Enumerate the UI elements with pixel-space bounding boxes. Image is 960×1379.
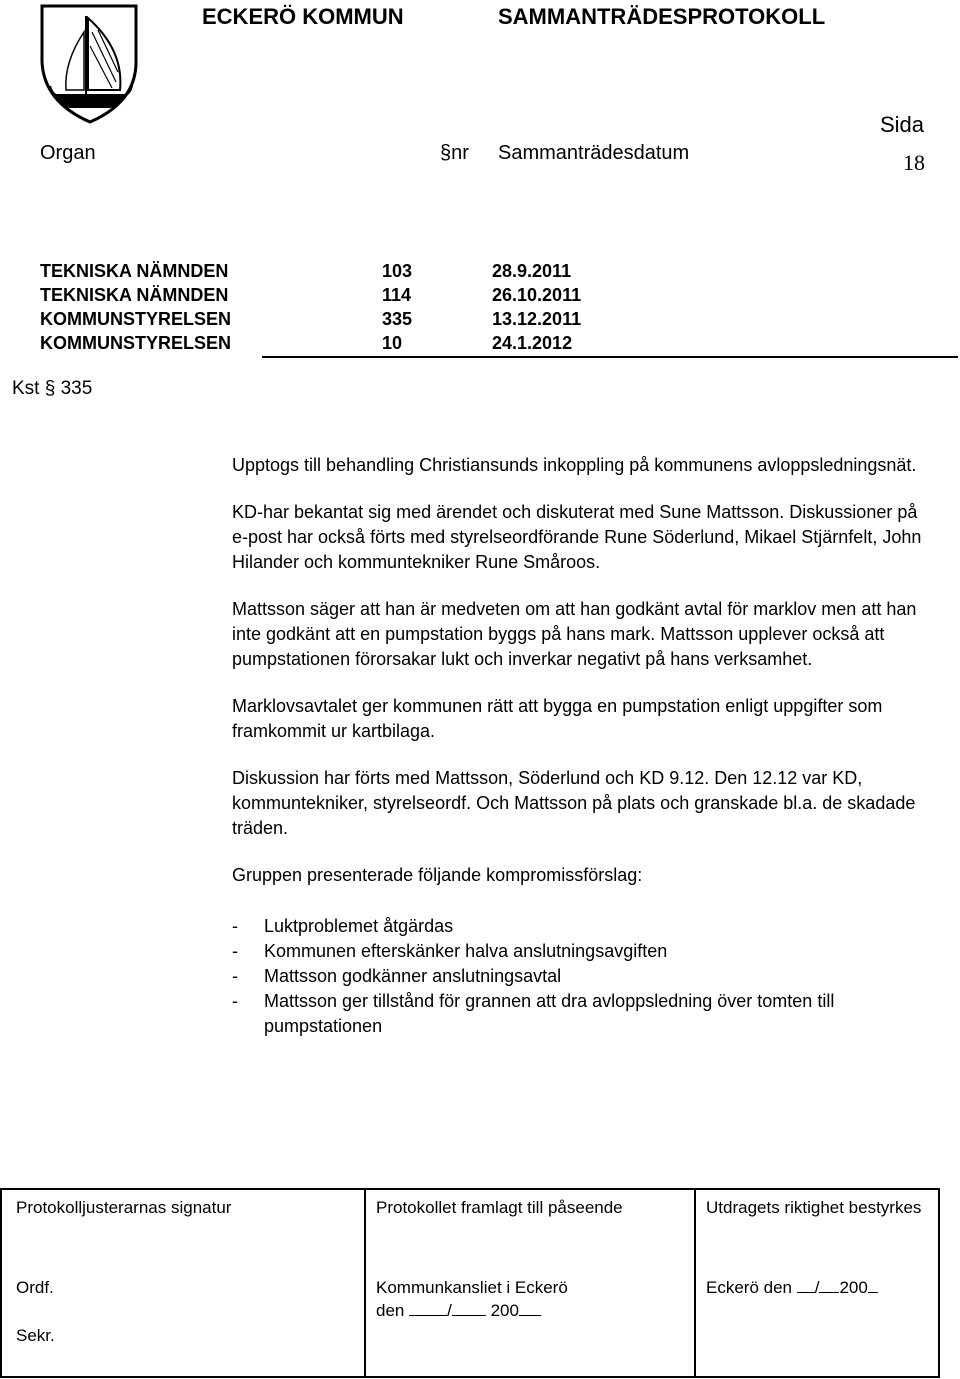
page-label: Sida [880, 112, 925, 137]
signature-column [2, 1190, 364, 1376]
certification-date: Eckerö den / 200 [706, 1276, 936, 1299]
protocol-body [232, 453, 932, 1039]
prior-nr: 114 [382, 285, 412, 305]
section-label: Kst § 335 [12, 378, 93, 399]
posting-date: den / 200 [376, 1299, 686, 1322]
list-item: - Mattsson godkänner anslutningsavtal [232, 966, 562, 986]
prior-nr: 335 [382, 309, 413, 329]
prior-date: 13.12.2011 [492, 309, 582, 329]
header-divider [262, 356, 958, 358]
paragraph: Mattsson säger att han är medveten om att han godkänt avtal för marklov men att han inte godkänt att en pumpstation byggs på hans mark. Mattsson upplever också att pumpstationen förorsakar lukt och inverkar negativt på hans verksamhet. [232, 599, 917, 669]
prior-date: 28.9.2011 [492, 261, 572, 281]
proposal-intro: Gruppen presenterade följande kompromissförslag: [232, 865, 643, 885]
prior-nr: 10 [382, 333, 403, 353]
prior-body: TEKNISKA NÄMNDEN [40, 285, 229, 305]
prior-date: 26.10.2011 [492, 285, 582, 305]
prior-body: TEKNISKA NÄMNDEN [40, 261, 229, 281]
posting-place: Kommunkansliet i Eckerö [376, 1278, 568, 1297]
municipal-coat-of-arms-logo [36, 2, 144, 124]
paragraph: KD-har bekantat sig med ärendet och diskuterat med Sune Mattsson. Diskussioner på e-post har också förts med styrelseordförande Rune Söderlund, Mikael Stjärnfelt, John Hilander och kommuntekniker Rune Småroos. [232, 502, 922, 572]
meeting-date-label: Sammanträdesdatum [498, 142, 690, 164]
signature-table [0, 1188, 940, 1378]
proposal-list [232, 914, 932, 1039]
organ-label: Organ [40, 142, 96, 164]
prior-date: 24.1.2012 [492, 333, 573, 353]
municipality-name: ECKERÖ KOMMUN [202, 4, 404, 29]
secretary-label: Sekr. [16, 1326, 55, 1345]
paragraph: Marklovsavtalet ger kommunen rätt att bygga en pumpstation enligt uppgifter som framkommit ur kartbilaga. [232, 696, 883, 741]
paragraph: Diskussion har förts med Mattsson, Söderlund och KD 9.12. Den 12.12 var KD, kommuntekniker, styrelseordf. Och Mattsson på plats och granskade bl.a. de skadade träden. [232, 768, 916, 838]
posting-column [364, 1190, 694, 1376]
list-item: - Kommunen efterskänker halva anslutningsavgiften [232, 941, 668, 961]
certification-column [694, 1190, 938, 1376]
prior-nr: 103 [382, 261, 413, 281]
chair-label: Ordf. [16, 1278, 54, 1297]
prior-body: KOMMUNSTYRELSEN [40, 333, 232, 353]
prior-body: KOMMUNSTYRELSEN [40, 309, 232, 329]
document-type-title: SAMMANTRÄDESPROTOKOLL [498, 4, 826, 29]
list-item: - Luktproblemet åtgärdas [232, 916, 454, 936]
case-heading: Upptogs till behandling Christiansunds inkoppling på kommunens avloppsledningsnät. [232, 455, 917, 475]
list-item: - Mattsson ger tillstånd för grannen att dra avloppsledning över tomten till pumpstationen [232, 991, 835, 1036]
paragraph-number-label: §nr [440, 142, 469, 164]
page-number: 18 [903, 150, 925, 175]
posting-heading: Protokollet framlagt till påseende [376, 1198, 623, 1217]
certification-heading: Utdragets riktighet bestyrkes [706, 1198, 922, 1217]
signature-heading: Protokolljusterarnas signatur [16, 1198, 232, 1217]
